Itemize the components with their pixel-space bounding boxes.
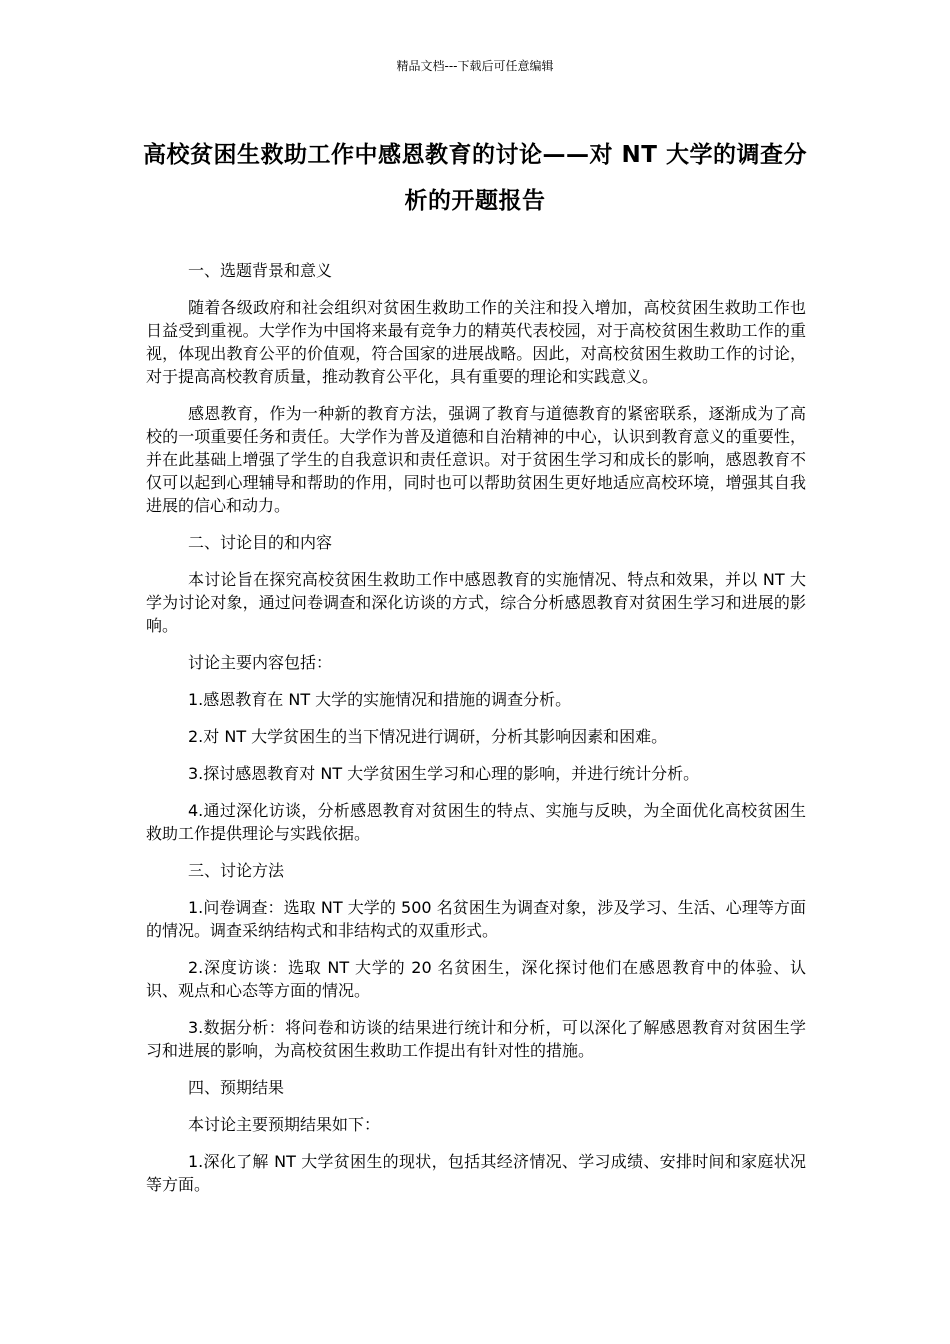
paragraph-background-1: 随着各级政府和社会组织对贫困生救助工作的关注和投入增加，高校贫困生救助工作也日益受到重视。大学作为中国将来最有竞争力的精英代表校园，对于高校贫困生救助工作的重视，体现出教育公平的价值观，符合国家的进展战略。因此，对高校贫困生救助工作的讨论，对于提高高校教育质量，推动教育公平化，具有重要的理论和实践意义。 [146,298,806,386]
paragraph-purpose: 本讨论旨在探究高校贫困生救助工作中感恩教育的实施情况、特点和效果，并以 NT 大学为讨论对象，通过问卷调查和深化访谈的方式，综合分析感恩教育对贫困生学习和进展的影响。 [146,570,806,635]
section-heading-results: 四、预期结果 [188,1078,285,1097]
paragraph-results-intro: 本讨论主要预期结果如下： [188,1115,381,1134]
list-item-content-3: 3.探讨感恩教育对 NT 大学贫困生学习和心理的影响，并进行统计分析。 [188,764,700,783]
list-item-content-2: 2.对 NT 大学贫困生的当下情况进行调研，分析其影响因素和困难。 [188,727,668,746]
header-note: 精品文档---下载后可任意编辑 [396,59,554,73]
section-heading-background: 一、选题背景和意义 [188,261,333,280]
list-item-content-4: 4.通过深化访谈，分析感恩教育对贫困生的特点、实施与反映，为全面优化高校贫困生救助工作提供理论与实践依据。 [146,801,806,843]
section-heading-purpose: 二、讨论目的和内容 [188,533,333,552]
list-item-method-2: 2.深度访谈：选取 NT 大学的 20 名贫困生，深化探讨他们在感恩教育中的体验、认识、观点和心态等方面的情况。 [146,958,806,1000]
paragraph-content-intro: 讨论主要内容包括： [188,653,333,672]
list-item-method-1: 1.问卷调查：选取 NT 大学的 500 名贫困生为调查对象，涉及学习、生活、心理等方面的情况。调查采纳结构式和非结构式的双重形式。 [146,898,806,940]
list-item-results-1: 1.深化了解 NT 大学贫困生的现状，包括其经济情况、学习成绩、安排时间和家庭状况等方面。 [146,1152,806,1194]
section-heading-method: 三、讨论方法 [188,861,285,880]
paragraph-background-2: 感恩教育，作为一种新的教育方法，强调了教育与道德教育的紧密联系，逐渐成为了高校的一项重要任务和责任。大学作为普及道德和自治精神的中心，认识到教育意义的重要性，并在此基础上增强了学生的自我意识和责任意识。对于贫困生学习和成长的影响，感恩教育不仅可以起到心理辅导和帮助的作用，同时也可以帮助贫困生更好地适应高校环境，增强其自我进展的信心和动力。 [146,404,806,515]
document-body [146,259,806,1210]
list-item-content-1: 1.感恩教育在 NT 大学的实施情况和措施的调查分析。 [188,690,572,709]
document-title: 高校贫困生救助工作中感恩教育的讨论——对 NT 大学的调查分析的开题报告 [143,142,807,214]
list-item-method-3: 3.数据分析：将问卷和访谈的结果进行统计和分析，可以深化了解感恩教育对贫困生学习和进展的影响，为高校贫困生救助工作提出有针对性的措施。 [146,1018,806,1060]
